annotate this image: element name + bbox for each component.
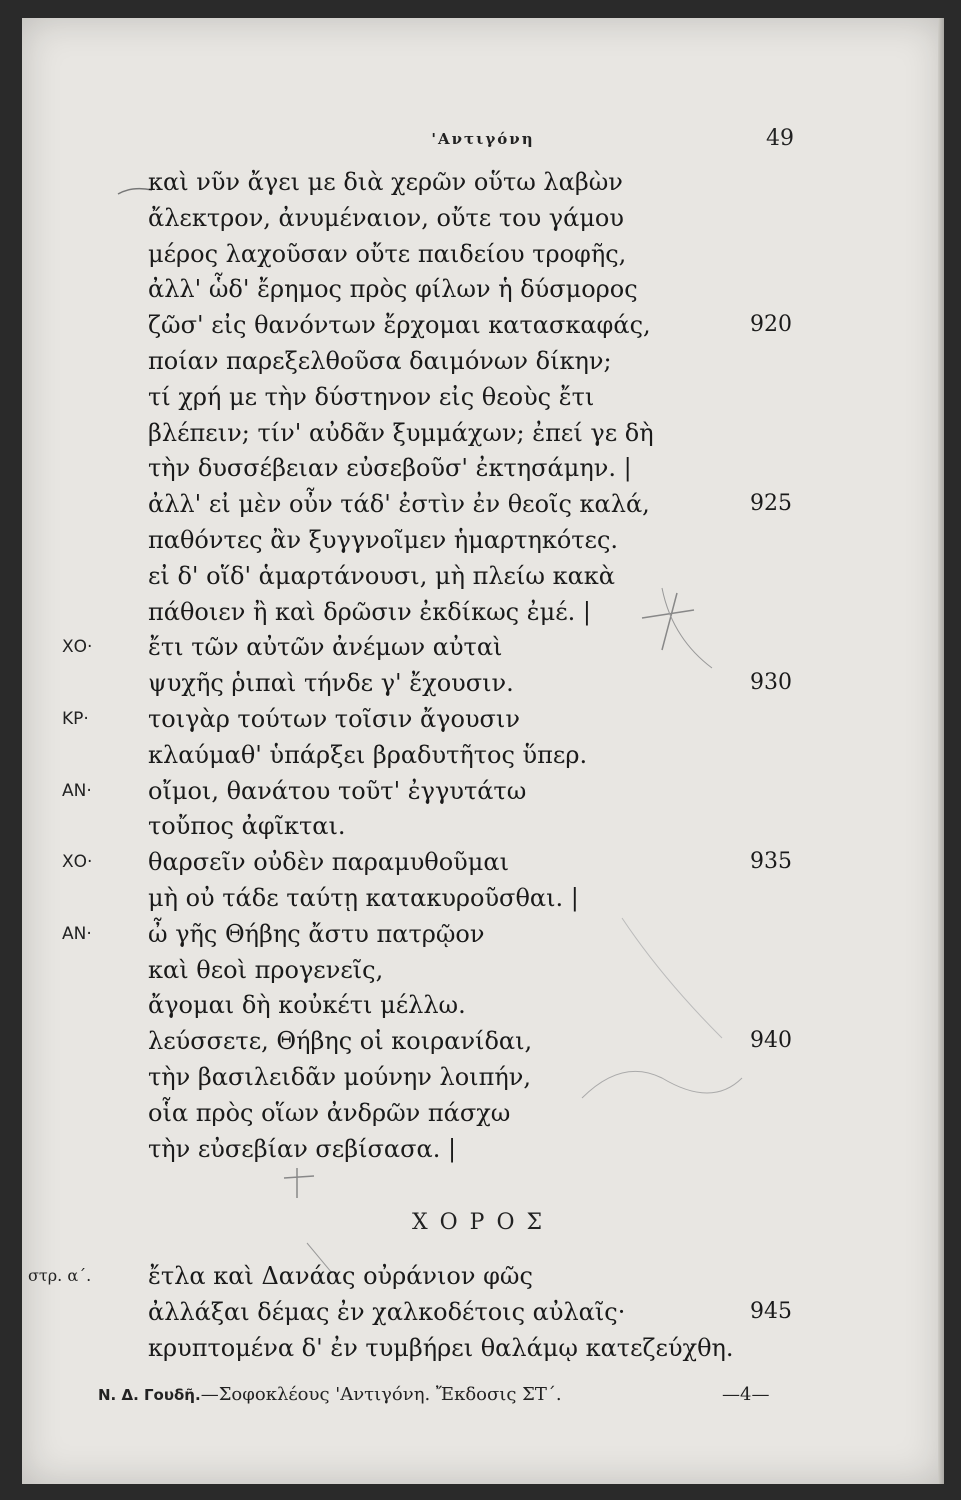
verse-text: τί χρή με τὴν δύστηνον εἰς θεοὺς ἔτι bbox=[148, 382, 595, 411]
speaker-label: ΧΟ· bbox=[62, 637, 93, 658]
verse-line bbox=[22, 880, 944, 916]
verse-line bbox=[22, 307, 944, 343]
verse-line bbox=[22, 844, 944, 880]
verse-text: ἀλλ' εἰ μὲν οὖν τάδ' ἐστὶν ἐν θεοῖς καλά, bbox=[148, 490, 650, 519]
verse-line bbox=[22, 486, 944, 522]
verse-text: ἀλλ' ὧδ' ἔρημος πρὸς φίλων ἡ δύσμορος bbox=[148, 275, 638, 304]
verse-line bbox=[22, 737, 944, 773]
verse-text: μὴ οὐ τάδε ταύτῃ κατακυροῦσθαι. | bbox=[148, 884, 579, 912]
book-page bbox=[22, 18, 944, 1484]
line-number: 925 bbox=[750, 491, 792, 517]
verse-line bbox=[22, 558, 944, 594]
verse-text: θαρσεῖν οὐδὲν παραμυθοῦμαι bbox=[148, 848, 509, 877]
line-number: 935 bbox=[750, 849, 792, 875]
verse-text: καὶ θεοὶ προγενεῖς, bbox=[148, 955, 384, 984]
verse-line bbox=[22, 415, 944, 451]
verse-line bbox=[22, 379, 944, 415]
verse-text: ἄλεκτρον, ἀνυμέναιον, οὔτε του γάμου bbox=[148, 203, 624, 232]
verse-text: τοιγὰρ τούτων τοῖσιν ἄγουσιν bbox=[148, 705, 520, 733]
verse-text: τὴν εὐσεβίαν σεβίσασα. | bbox=[148, 1134, 457, 1163]
verse-line bbox=[22, 1330, 944, 1366]
verse-line bbox=[22, 450, 944, 486]
verse-text: μέρος λαχοῦσαν οὔτε παιδείου τροφῆς, bbox=[148, 239, 627, 268]
verse-text: ζῶσ' εἰς θανόντων ἔρχομαι κατασκαφάς, bbox=[148, 311, 651, 340]
verse-line bbox=[22, 629, 944, 665]
verse-text: κλαύμαθ' ὑπάρξει βραδυτῆτος ὕπερ. bbox=[148, 740, 588, 769]
speaker-label: ΑΝ· bbox=[62, 923, 92, 944]
footer-title: —Σοφοκλέους 'Αντιγόνη. Ἔκδοσις ΣΤ΄. bbox=[200, 1384, 562, 1405]
line-number: 945 bbox=[750, 1299, 792, 1324]
verse-text: ἀλλάξαι δέμας ἐν χαλκοδέτοις αὐλαῖς· bbox=[148, 1298, 626, 1326]
verse-line bbox=[22, 665, 944, 701]
verse-line bbox=[22, 1095, 944, 1131]
verse-line bbox=[22, 1059, 944, 1095]
footer-sheet-number: —4— bbox=[722, 1384, 770, 1405]
verse-line bbox=[22, 987, 944, 1023]
footer-imprint bbox=[98, 1384, 562, 1405]
speaker-label: ΚΡ· bbox=[62, 709, 89, 729]
verse-line bbox=[22, 701, 944, 737]
verse-line bbox=[22, 522, 944, 558]
verse-text: πάθοιεν ἢ καὶ δρῶσιν ἐκδίκως ἐμέ. | bbox=[148, 597, 591, 626]
verse-text: ἔτλα καὶ Δανάας οὐράνιον φῶς bbox=[148, 1262, 533, 1290]
line-number: 940 bbox=[750, 1028, 792, 1054]
verse-line bbox=[22, 271, 944, 307]
verse-text: τοὔπος ἀφῖκται. bbox=[148, 812, 346, 841]
verse-line bbox=[22, 343, 944, 379]
verse-line bbox=[22, 808, 944, 844]
verse-line bbox=[22, 952, 944, 988]
verse-text: οἴμοι, θανάτου τοῦτ' ἐγγυτάτω bbox=[148, 776, 527, 805]
line-number: 920 bbox=[750, 312, 792, 338]
verse-text: ὦ γῆς Θήβης ἄστυ πατρῷον bbox=[148, 919, 485, 948]
verse-line bbox=[22, 164, 944, 200]
verse-line bbox=[22, 1131, 944, 1167]
verse-line bbox=[22, 1258, 944, 1294]
verse-text: τὴν δυσσέβειαν εὐσεβοῦσ' ἐκτησάμην. | bbox=[148, 454, 632, 483]
speaker-label: ΧΟ· bbox=[62, 852, 93, 873]
page-number: 49 bbox=[766, 126, 794, 151]
verse-text: ποίαν παρεξελθοῦσα δαιμόνων δίκην; bbox=[148, 347, 612, 375]
verse-text: ἄγομαι δὴ κοὐκέτι μέλλω. bbox=[148, 991, 466, 1020]
speaker-label: στρ. α΄. bbox=[28, 1266, 92, 1285]
verse-text: κρυπτομένα δ' ἐν τυμβήρει θαλάμῳ κατεζεύχθη. bbox=[148, 1334, 734, 1362]
verse-text: οἷα πρὸς οἵων ἀνδρῶν πάσχω bbox=[148, 1098, 511, 1127]
verse-text: ψυχῆς ῥιπαὶ τήνδε γ' ἔχουσιν. bbox=[148, 669, 514, 698]
verse-line bbox=[22, 773, 944, 809]
running-header-title: 'Αντιγόνη bbox=[431, 130, 535, 148]
line-number: 930 bbox=[750, 670, 792, 696]
chorus-heading: ΧΟΡΟΣ bbox=[411, 1210, 555, 1235]
speaker-label: ΑΝ· bbox=[62, 780, 92, 801]
verse-text: λεύσσετε, Θήβης οἱ κοιρανίδαι, bbox=[148, 1027, 533, 1056]
verse-text: εἰ δ' οἵδ' ἁμαρτάνουσι, μὴ πλείω κακὰ bbox=[148, 561, 616, 590]
verse-line bbox=[22, 200, 944, 236]
verse-line bbox=[22, 1023, 944, 1059]
verse-text: βλέπειν; τίν' αὐδᾶν ξυμμάχων; ἐπεί γε δὴ bbox=[148, 418, 654, 447]
verse-text: ἔτι τῶν αὐτῶν ἀνέμων αὐταὶ bbox=[148, 633, 503, 662]
verse-line bbox=[22, 916, 944, 952]
verse-text: τὴν βασιλειδᾶν μούνην λοιπήν, bbox=[148, 1063, 531, 1091]
verse-text: καὶ νῦν ἄγει με διὰ χερῶν οὕτω λαβὼν bbox=[148, 168, 623, 196]
verse-line bbox=[22, 236, 944, 272]
verse-text: παθόντες ἂν ξυγγνοῖμεν ἡμαρτηκότες. bbox=[148, 526, 619, 554]
verse-line bbox=[22, 594, 944, 630]
verse-line bbox=[22, 1294, 944, 1330]
footer-publisher: Ν. Δ. Γουδῆ. bbox=[98, 1386, 201, 1404]
